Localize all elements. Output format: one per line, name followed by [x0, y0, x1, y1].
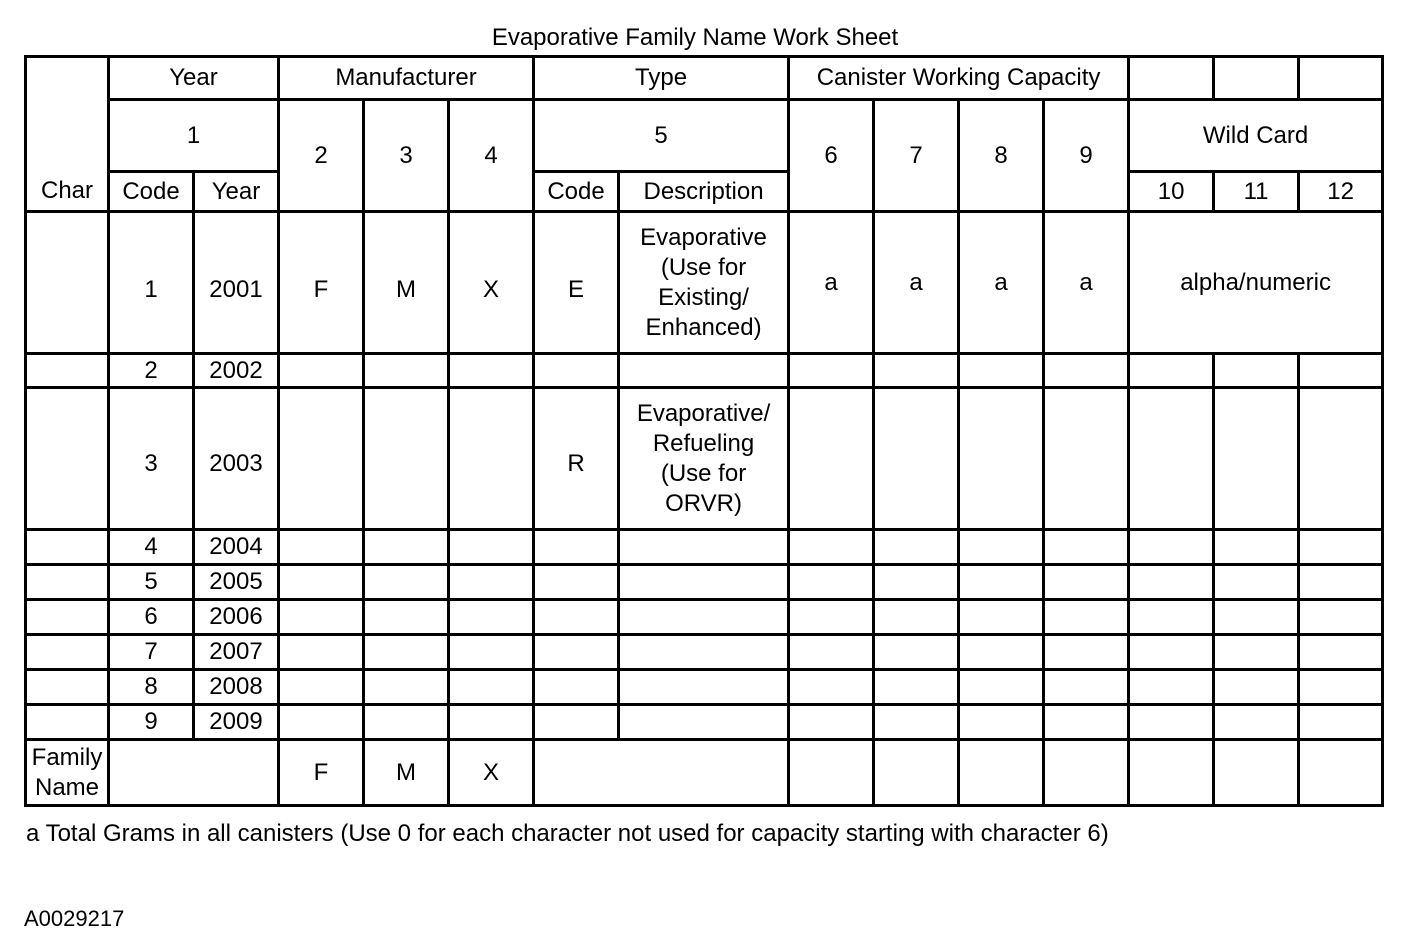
year-cell: 2008: [194, 670, 279, 705]
description-line: (Use for: [660, 253, 747, 281]
year-cell: 2009: [194, 705, 279, 740]
empty-cell: [619, 600, 789, 635]
empty-cell: [619, 670, 789, 705]
family-label-line: Family: [31, 743, 103, 771]
mfr-col-header: 2: [279, 100, 364, 212]
worksheet-table: [24, 55, 1384, 807]
empty-cell: [1044, 354, 1129, 388]
type-code-cell: R: [534, 388, 619, 530]
empty-cell: [534, 740, 789, 806]
empty-cell: [959, 530, 1044, 565]
type-description-header: Description: [619, 172, 789, 212]
empty-cell: [364, 600, 449, 635]
year-cell: 2004: [194, 530, 279, 565]
empty-cell: [534, 354, 619, 388]
empty-cell: [1299, 705, 1383, 740]
table-row: [26, 635, 1383, 670]
code-cell: 4: [109, 530, 194, 565]
capacity-col-header: 8: [959, 100, 1044, 212]
empty-cell: [1214, 600, 1299, 635]
empty-cell: [279, 530, 364, 565]
year-cell: 2001: [194, 212, 279, 354]
description-line: Enhanced): [645, 313, 762, 341]
table-row: [26, 212, 1383, 354]
empty-cell: [364, 670, 449, 705]
table-row: [26, 530, 1383, 565]
empty-cell: [1129, 600, 1214, 635]
char-cell: [26, 705, 109, 740]
code-cell: 8: [109, 670, 194, 705]
empty-cell: [364, 565, 449, 600]
capacity-cell: a: [789, 212, 874, 354]
empty-cell: [534, 565, 619, 600]
empty-cell: [619, 530, 789, 565]
empty-cell: [1044, 670, 1129, 705]
empty-cell: [279, 388, 364, 530]
capacity-group-header: Canister Working Capacity: [789, 57, 1129, 100]
char-header: Char: [26, 57, 109, 212]
empty-cell: [1214, 705, 1299, 740]
empty-cell: [364, 354, 449, 388]
description-line: Refueling: [652, 429, 755, 457]
family-name-label: [26, 740, 109, 806]
empty-cell: [1214, 565, 1299, 600]
capacity-cell: a: [959, 212, 1044, 354]
char-cell: [26, 565, 109, 600]
year-cell: 2006: [194, 600, 279, 635]
year-cell: 2005: [194, 565, 279, 600]
empty-cell: [279, 635, 364, 670]
empty-cell: [1129, 670, 1214, 705]
empty-cell: [619, 354, 789, 388]
empty-cell: [959, 600, 1044, 635]
empty-cell: [1129, 705, 1214, 740]
worksheet-title: Evaporative Family Name Work Sheet: [491, 24, 899, 51]
empty-cell: [619, 635, 789, 670]
mfr-cell: M: [364, 212, 449, 354]
code-cell: 5: [109, 565, 194, 600]
type-description-cell: [619, 212, 789, 354]
empty-cell: [1044, 600, 1129, 635]
wild-col-header: 10: [1129, 172, 1214, 212]
empty-cell: [1129, 635, 1214, 670]
char-cell: [26, 635, 109, 670]
empty-cell: [449, 600, 534, 635]
empty-cell: [874, 740, 959, 806]
type-description-cell: [619, 388, 789, 530]
empty-cell: [619, 705, 789, 740]
family-mfr-cell: F: [279, 740, 364, 806]
mfr-cell: X: [449, 212, 534, 354]
empty-cell: [1299, 565, 1383, 600]
empty-cell: [1129, 530, 1214, 565]
empty-cell: [449, 388, 534, 530]
wild-col-header: 11: [1214, 172, 1299, 212]
figure-id: A0029217: [24, 906, 125, 931]
family-mfr-cell: X: [449, 740, 534, 806]
empty-cell: [1214, 530, 1299, 565]
char-cell: [26, 530, 109, 565]
empty-cell: [364, 530, 449, 565]
char-cell: [26, 354, 109, 388]
empty-cell: [1044, 635, 1129, 670]
empty-cell: [449, 354, 534, 388]
empty-cell: [959, 354, 1044, 388]
family-mfr-cell: M: [364, 740, 449, 806]
empty-cell: [534, 670, 619, 705]
empty-cell: [1214, 740, 1299, 806]
empty-cell: [1299, 740, 1383, 806]
empty-cell: [874, 600, 959, 635]
empty-cell: [279, 670, 364, 705]
wild-col-header: 12: [1299, 172, 1383, 212]
code-cell: 7: [109, 635, 194, 670]
empty-cell: [449, 670, 534, 705]
empty-cell: [619, 565, 789, 600]
type-code-cell: E: [534, 212, 619, 354]
description-line: Evaporative/: [636, 399, 771, 427]
char-cell: [26, 670, 109, 705]
wild-card-cell: alpha/numeric: [1129, 212, 1383, 354]
mfr-col-header: 4: [449, 100, 534, 212]
empty-cell: [1214, 354, 1299, 388]
empty-cell: [874, 530, 959, 565]
empty-cell: [279, 565, 364, 600]
empty-cell: [1044, 565, 1129, 600]
empty-cell: [1129, 388, 1214, 530]
table-row: [26, 705, 1383, 740]
description-line: Existing/: [658, 283, 749, 311]
empty-cell: [874, 565, 959, 600]
capacity-col-header: 6: [789, 100, 874, 212]
empty-cell: [959, 388, 1044, 530]
code-cell: 3: [109, 388, 194, 530]
empty-cell: [364, 388, 449, 530]
capacity-cell: a: [1044, 212, 1129, 354]
empty-cell: [449, 530, 534, 565]
empty-cell: [789, 705, 874, 740]
empty-cell: [874, 354, 959, 388]
description-line: ORVR): [665, 489, 742, 517]
type-code-header: Code: [534, 172, 619, 212]
year-index-header: 1: [109, 100, 279, 172]
wild-card-header: Wild Card: [1129, 100, 1383, 172]
description-line: (Use for: [660, 459, 747, 487]
empty-cell: [449, 635, 534, 670]
empty-cell: [1044, 740, 1129, 806]
empty-cell: [1129, 740, 1214, 806]
empty-cell: [534, 635, 619, 670]
empty-cell: [279, 354, 364, 388]
empty-cell: [1214, 388, 1299, 530]
empty-cell: [109, 740, 279, 806]
code-cell: 6: [109, 600, 194, 635]
empty-cell: [959, 705, 1044, 740]
empty-cell: [1044, 705, 1129, 740]
empty-cell: [1299, 530, 1383, 565]
empty-cell: [874, 635, 959, 670]
empty-cell: [534, 600, 619, 635]
empty-cell: [874, 705, 959, 740]
year-group-header: Year: [109, 57, 279, 100]
wild-card-top-cell: [1299, 57, 1383, 100]
empty-cell: [874, 388, 959, 530]
empty-cell: [534, 705, 619, 740]
empty-cell: [874, 670, 959, 705]
empty-cell: [1214, 670, 1299, 705]
empty-cell: [789, 388, 874, 530]
empty-cell: [1129, 354, 1214, 388]
table-row: [26, 354, 1383, 388]
empty-cell: [789, 600, 874, 635]
empty-cell: [534, 530, 619, 565]
empty-cell: [789, 635, 874, 670]
table-row: [26, 565, 1383, 600]
capacity-cell: a: [874, 212, 959, 354]
empty-cell: [1044, 530, 1129, 565]
mfr-col-header: 3: [364, 100, 449, 212]
empty-cell: [1214, 635, 1299, 670]
empty-cell: [279, 600, 364, 635]
empty-cell: [1299, 600, 1383, 635]
empty-cell: [789, 565, 874, 600]
code-cell: 9: [109, 705, 194, 740]
empty-cell: [789, 740, 874, 806]
family-name-row: [26, 740, 1383, 806]
description-line: Evaporative: [640, 223, 767, 251]
empty-cell: [279, 705, 364, 740]
empty-cell: [959, 670, 1044, 705]
empty-cell: [364, 635, 449, 670]
table-row: [26, 388, 1383, 530]
table-row: [26, 670, 1383, 705]
empty-cell: [959, 565, 1044, 600]
empty-cell: [789, 670, 874, 705]
empty-cell: [789, 530, 874, 565]
empty-cell: [1299, 670, 1383, 705]
year-cell: 2007: [194, 635, 279, 670]
code-cell: 1: [109, 212, 194, 354]
wild-card-top-cell: [1129, 57, 1214, 100]
char-cell: [26, 600, 109, 635]
year-cell: 2002: [194, 354, 279, 388]
empty-cell: [449, 705, 534, 740]
empty-cell: [789, 354, 874, 388]
footnote: a Total Grams in all canisters (Use 0 for each character not used for capacity starting with character 6): [26, 820, 1109, 847]
empty-cell: [1044, 388, 1129, 530]
type-index-header: 5: [534, 100, 789, 172]
table-row: [26, 600, 1383, 635]
empty-cell: [959, 635, 1044, 670]
empty-cell: [1129, 565, 1214, 600]
manufacturer-group-header: Manufacturer: [279, 57, 534, 100]
code-header: Code: [109, 172, 194, 212]
year-cell: 2003: [194, 388, 279, 530]
empty-cell: [364, 705, 449, 740]
empty-cell: [959, 740, 1044, 806]
capacity-col-header: 7: [874, 100, 959, 212]
char-cell: [26, 388, 109, 530]
wild-card-top-cell: [1214, 57, 1299, 100]
mfr-cell: F: [279, 212, 364, 354]
empty-cell: [1299, 388, 1383, 530]
year-header: Year: [194, 172, 279, 212]
family-label-line: Name: [34, 773, 100, 801]
capacity-col-header: 9: [1044, 100, 1129, 212]
empty-cell: [449, 565, 534, 600]
code-cell: 2: [109, 354, 194, 388]
type-group-header: Type: [534, 57, 789, 100]
char-cell: [26, 212, 109, 354]
empty-cell: [1299, 354, 1383, 388]
empty-cell: [1299, 635, 1383, 670]
